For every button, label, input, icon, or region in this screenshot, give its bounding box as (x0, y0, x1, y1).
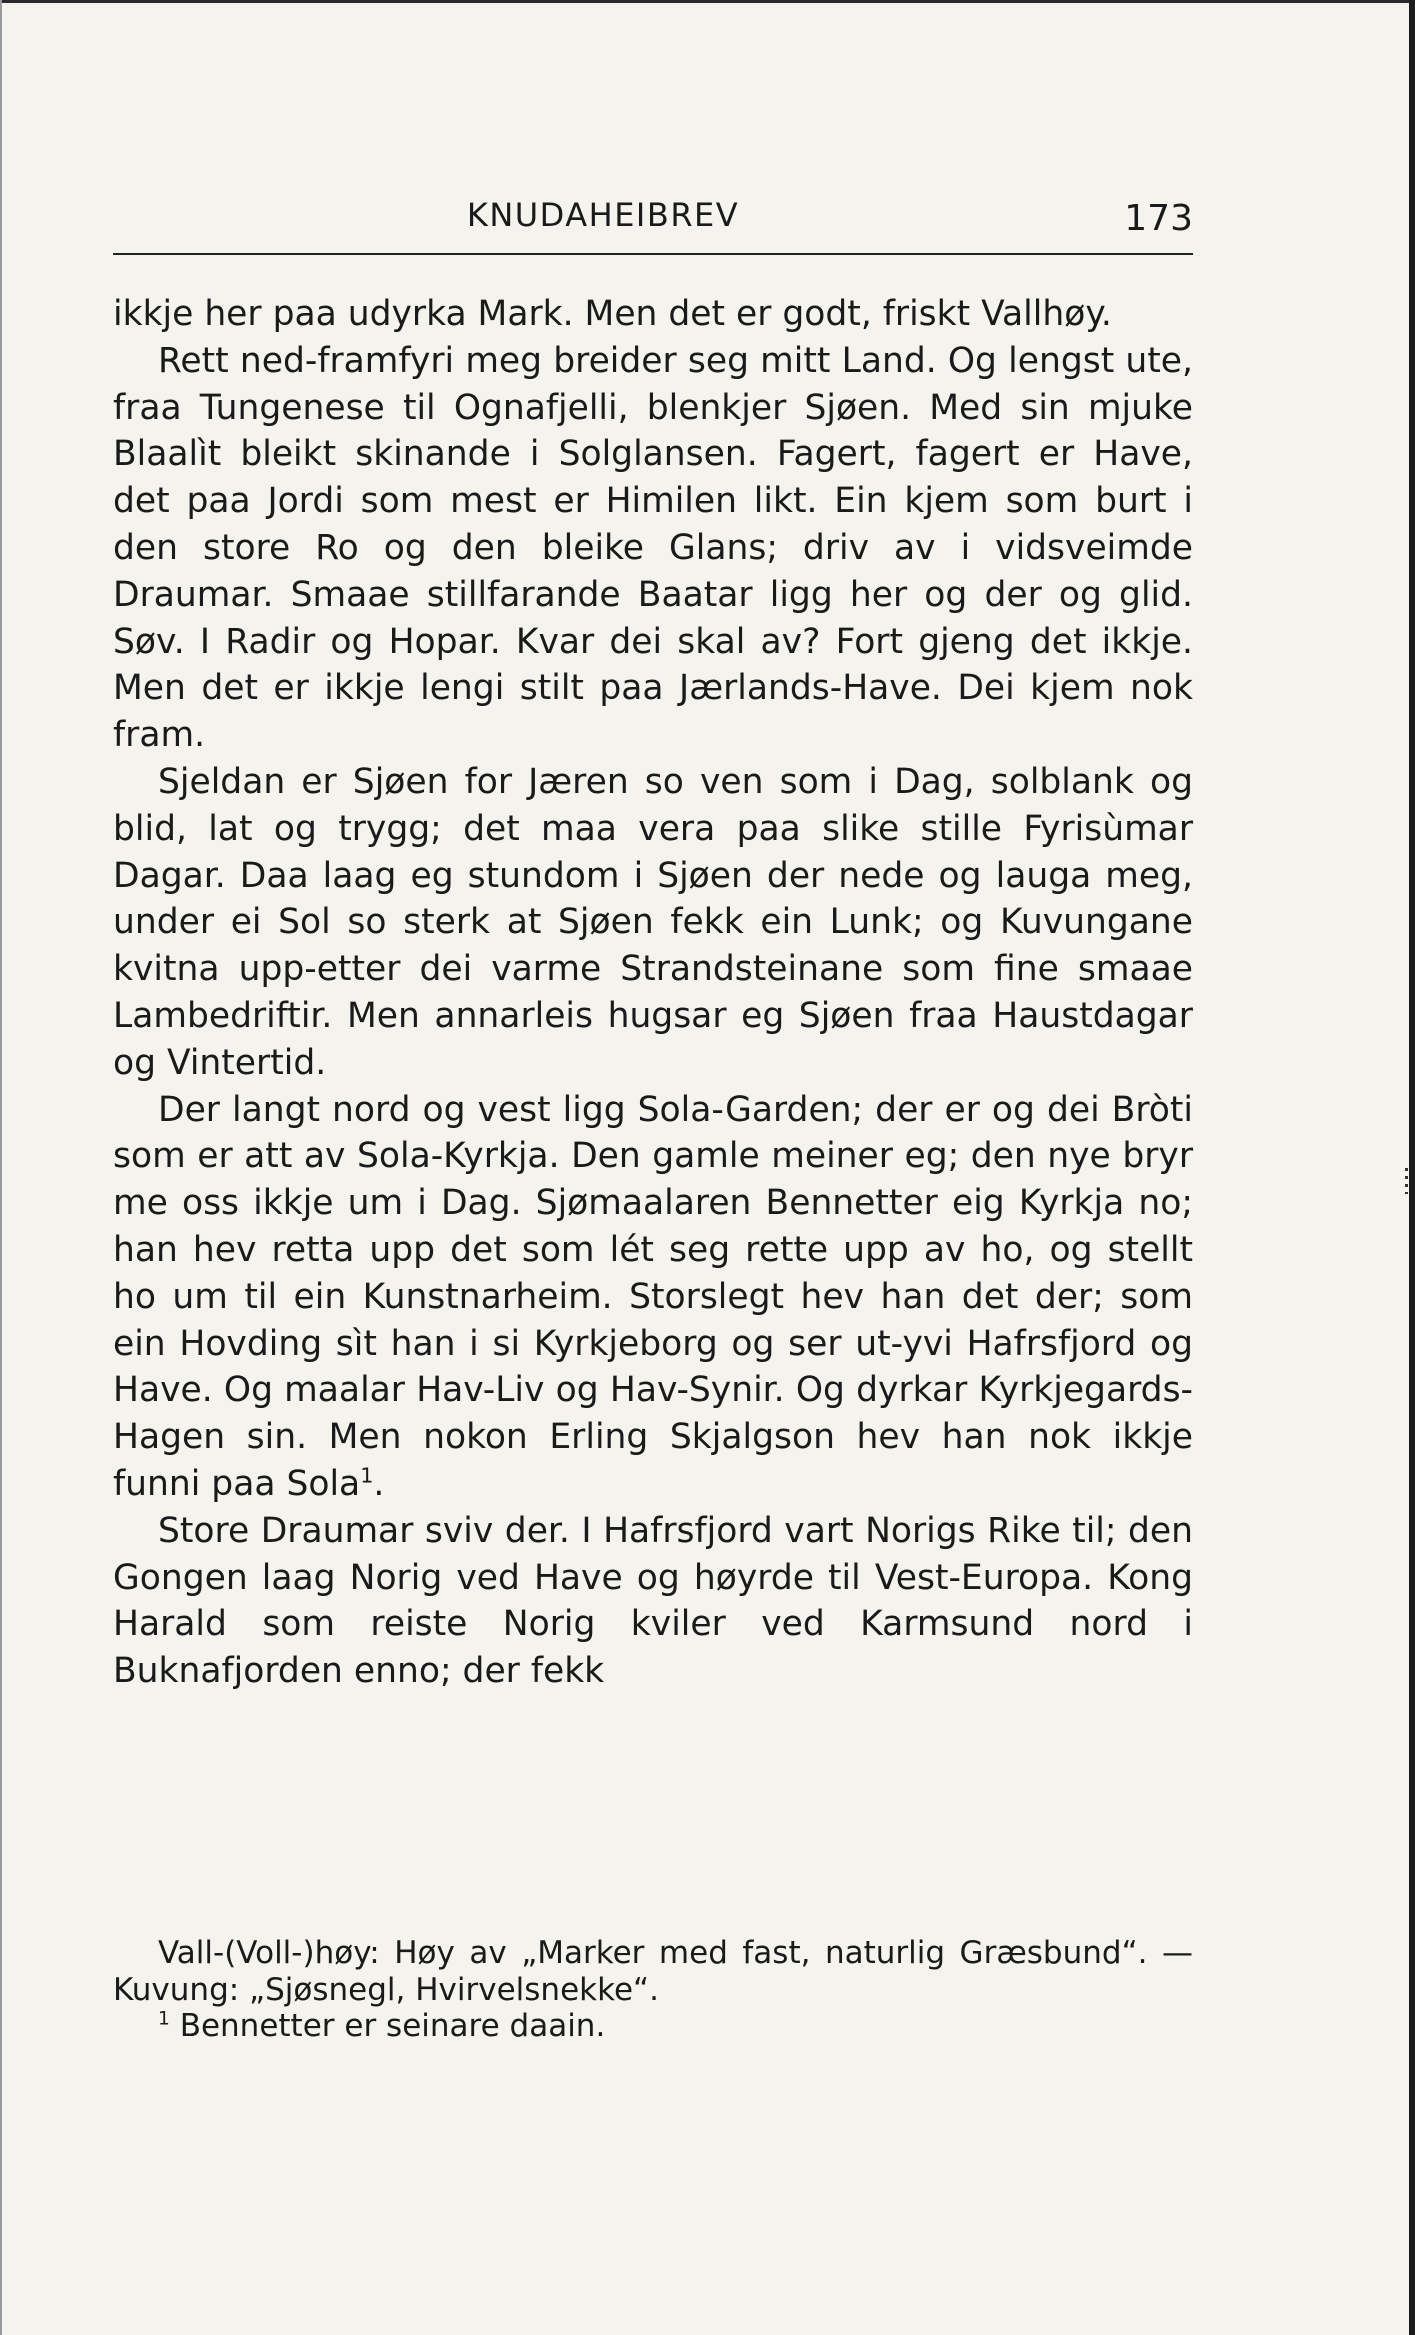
paragraph-5 (113, 1508, 1193, 1695)
running-title: KNUDAHEIBREV (466, 196, 740, 234)
paragraph-3-text: Sjeldan er Sjøen for Jæren so ven som i Dag, solblank og blid, lat og trygg; det maa vera paa slike stille Fyrisùmar Dagar. Daa laag eg stundom i Sjøen der nede og lauga meg, under ei Sol so sterk at Sjøen fekk ein Lunk; og Kuvungane kvitna upp-etter dei varme Strandsteinane som fine smaae Lambedriftir. Men annarleis hugsar eg Sjøen fraa Haustdagar og Vintertid. (113, 761, 1193, 1083)
paragraph-3 (113, 759, 1193, 1087)
body-text (113, 291, 1193, 1695)
paragraph-2-text: Rett ned-framfyri meg breider seg mitt Land. Og lengst ute, fraa Tungenese til Ognafjelli, blenkjer Sjøen. Med sin mjuke Blaalìt bleikt skinande i Solglansen. Fagert, fagert er Have, det paa Jordi som mest er Himilen likt. Ein kjem som burt i den store Ro og den bleike Glans; driv av i vidsveimde Draumar. Smaae stillfarande Baatar ligg her og der og glid. Søv. I Radir og Hopar. Kvar dei skal av? Fort gjeng det ikkje. Men det er ikkje lengi stilt paa Jærlands-Have. Dei kjem nok fram. (113, 340, 1193, 756)
footnote-1-text: Bennetter er seinare daain. (169, 2008, 606, 2044)
footnote-1 (113, 2008, 1193, 2045)
running-header (113, 190, 1193, 250)
footnote-1-mark: 1 (158, 2008, 170, 2030)
glossary-note (113, 1935, 1193, 2008)
paragraph-2 (113, 338, 1193, 759)
paragraph-4-text: Der langt nord og vest ligg Sola-Garden; der er og dei Bròti som er att av Sola-Kyrkja. Den gamle meiner eg; den nye bryr me oss ikkje um i Dag. Sjømaalaren Bennetter eig Kyrkja no; han hev retta upp det som lét seg rette upp av ho, og stellt ho um til ein Kunstnarheim. Storslegt hev han det der; som ein Hovding sìt han i si Kyrkjeborg og ser ut-yvi Hafrsfjord og Have. Og maalar Hav-Liv og Hav-Synir. Og dyrkar Kyrkjegards-Hagen sin. Men nokon Erling Skjalgson hev han nok ikkje funni paa Sola (113, 1089, 1193, 1504)
header-rule (113, 253, 1193, 255)
paragraph-5-text: Store Draumar sviv der. I Hafrsfjord vart Norigs Rike til; den Gongen laag Norig ved Have og høyrde til Vest-Europa. Kong Harald som reiste Norig kviler ved Karmsund nord i Buknafjorden enno; der fekk (113, 1510, 1193, 1692)
paragraph-4-tail: . (373, 1463, 385, 1504)
page-number: 173 (1124, 198, 1193, 239)
footnote-reference-1: 1 (360, 1463, 374, 1488)
margin-mark (1405, 1168, 1408, 1194)
footnotes (113, 1935, 1193, 2045)
glossary-note-text: Vall-(Voll-)høy: Høy av „Marker med fast, naturlig Græsbund“. — Kuvung: „Sjøsnegl, Hvirvelsnekke“. (113, 1935, 1193, 2008)
page-right-edge (1409, 0, 1415, 2335)
page-left-edge (0, 0, 2, 2335)
paragraph-1-text: ikkje her paa udyrka Mark. Men det er godt, friskt Vallhøy. (113, 294, 1112, 334)
paragraph-1 (113, 291, 1193, 338)
page-top-edge (0, 0, 1415, 3)
paragraph-4 (113, 1087, 1193, 1508)
